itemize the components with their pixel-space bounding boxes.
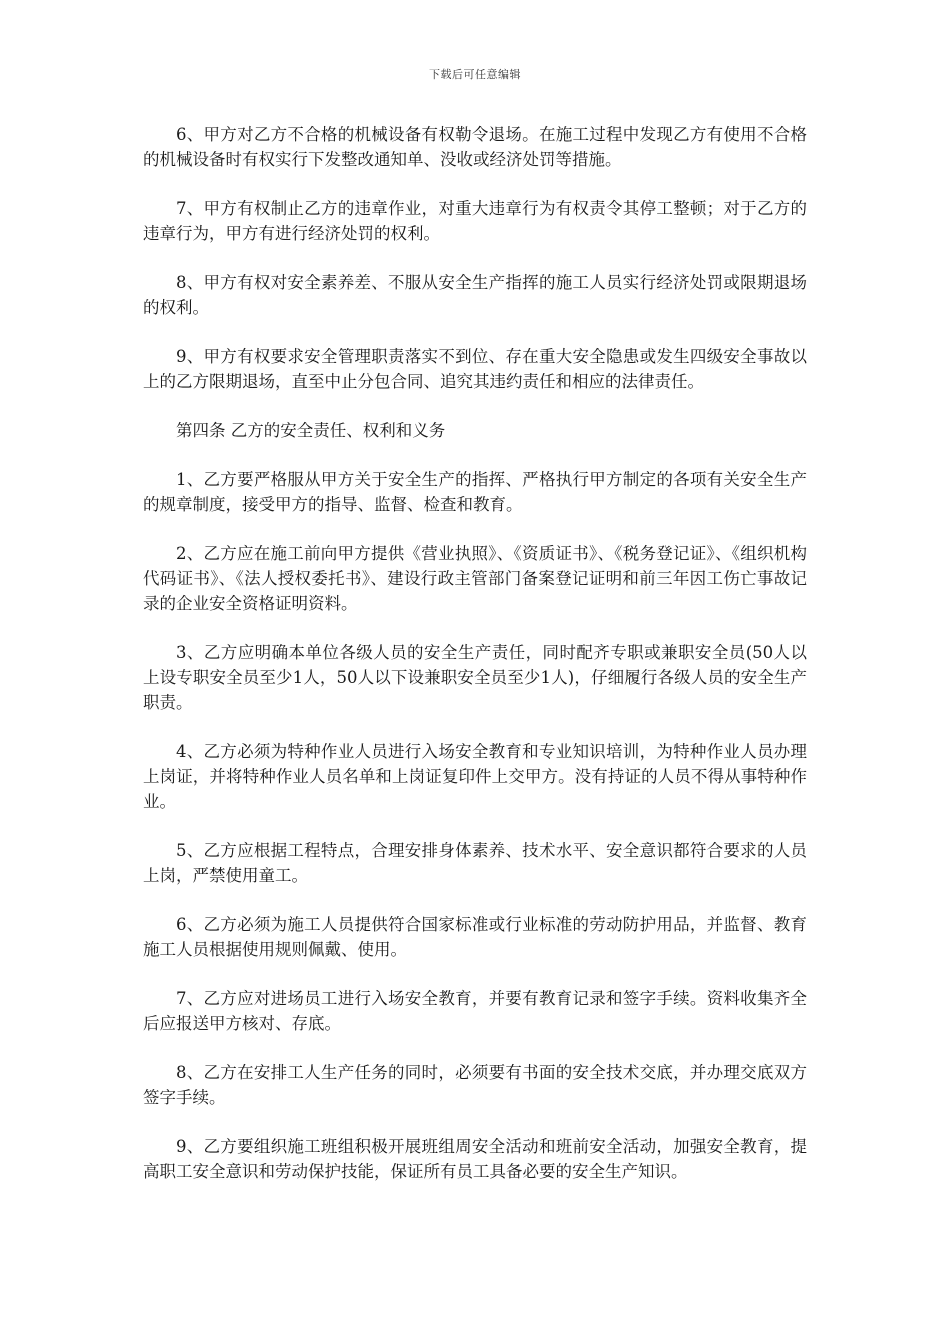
clause-paragraph: 3、乙方应明确本单位各级人员的安全生产责任，同时配齐专职或兼职安全员(50人以上设专职安全员至少1人，50人以下设兼职安全员至少1人)，仔细履行各级人员的安全生产职责。 <box>143 643 807 712</box>
clause-paragraph: 6、乙方必须为施工人员提供符合国家标准或行业标准的劳动防护用品，并监督、教育施工人员根据使用规则佩戴、使用。 <box>143 915 807 959</box>
clause-paragraph: 5、乙方应根据工程特点，合理安排身体素养、技术水平、安全意识都符合要求的人员上岗，严禁使用童工。 <box>143 841 807 885</box>
document-body <box>143 122 807 1208</box>
clause-paragraph: 1、乙方要严格服从甲方关于安全生产的指挥、严格执行甲方制定的各项有关安全生产的规章制度，接受甲方的指导、监督、检查和教育。 <box>143 470 807 514</box>
clause-paragraph: 4、乙方必须为特种作业人员进行入场安全教育和专业知识培训，为特种作业人员办理上岗证，并将特种作业人员名单和上岗证复印件上交甲方。没有持证的人员不得从事特种作业。 <box>143 742 807 811</box>
clause-paragraph: 2、乙方应在施工前向甲方提供《营业执照》、《资质证书》、《税务登记证》、《组织机构代码证书》、《法人授权委托书》、建设行政主管部门备案登记证明和前三年因工伤亡事故记录的企业安全资格证明资料。 <box>143 544 807 613</box>
clause-paragraph: 6、甲方对乙方不合格的机械设备有权勒令退场。在施工过程中发现乙方有使用不合格的机械设备时有权实行下发整改通知单、没收或经济处罚等措施。 <box>143 125 807 169</box>
clause-paragraph: 8、甲方有权对安全素养差、不服从安全生产指挥的施工人员实行经济处罚或限期退场的权利。 <box>143 273 807 317</box>
section-heading: 第四条 乙方的安全责任、权利和义务 <box>176 421 446 440</box>
clause-paragraph: 7、甲方有权制止乙方的违章作业，对重大违章行为有权责令其停工整顿；对于乙方的违章行为，甲方有进行经济处罚的权利。 <box>143 199 807 243</box>
page-header-note: 下载后可任意编辑 <box>429 68 521 81</box>
clause-paragraph: 9、甲方有权要求安全管理职责落实不到位、存在重大安全隐患或发生四级安全事故以上的乙方限期退场，直至中止分包合同、追究其违约责任和相应的法律责任。 <box>143 347 807 391</box>
clause-paragraph: 7、乙方应对进场员工进行入场安全教育，并要有教育记录和签字手续。资料收集齐全后应报送甲方核对、存底。 <box>143 989 807 1033</box>
clause-paragraph: 8、乙方在安排工人生产任务的同时，必须要有书面的安全技术交底，并办理交底双方签字手续。 <box>143 1063 807 1107</box>
clause-paragraph: 9、乙方要组织施工班组积极开展班组周安全活动和班前安全活动，加强安全教育，提高职工安全意识和劳动保护技能，保证所有员工具备必要的安全生产知识。 <box>143 1137 807 1181</box>
